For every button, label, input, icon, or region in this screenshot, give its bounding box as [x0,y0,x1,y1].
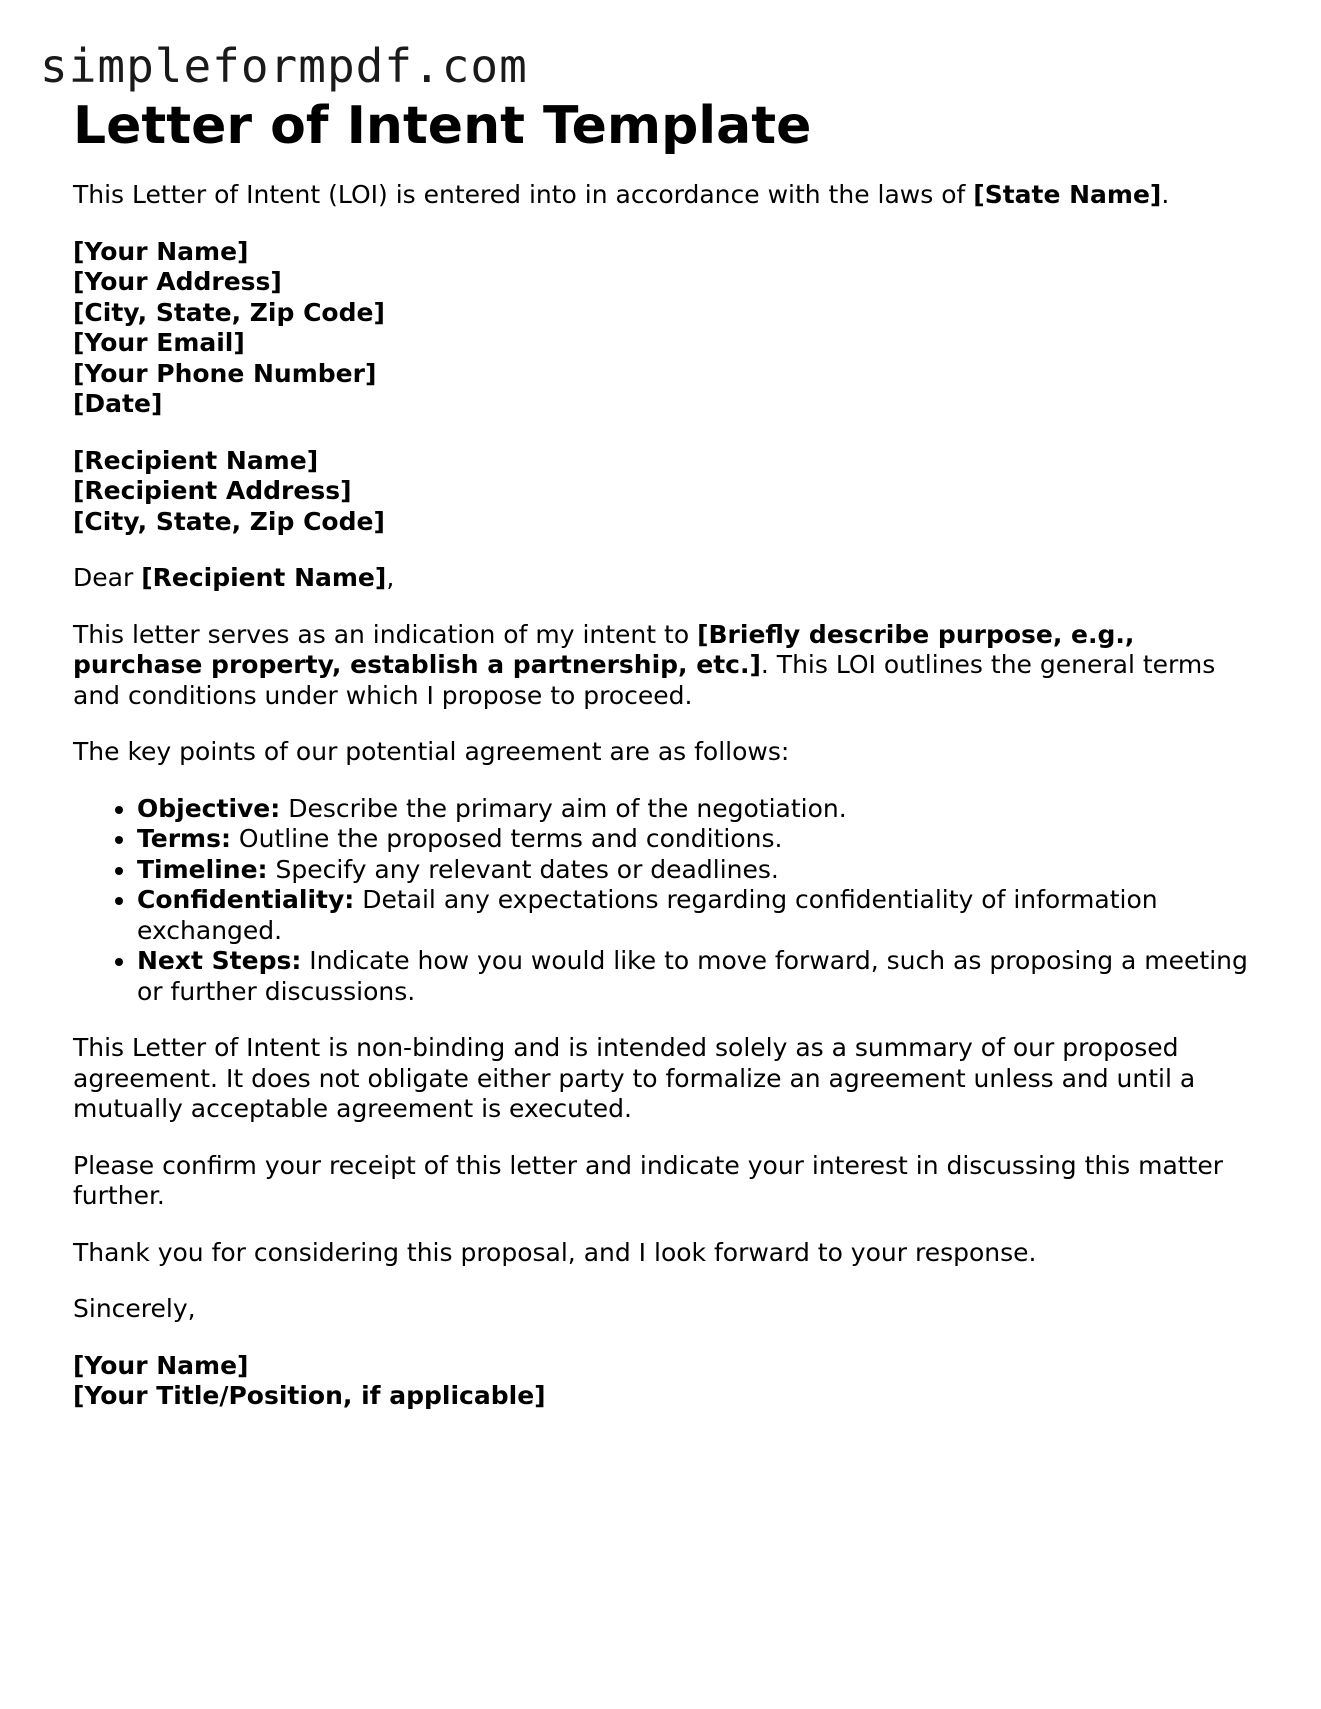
list-item [137,794,1263,825]
watermark: simpleformpdf.com [40,39,528,93]
thanks-paragraph: Thank you for considering this proposal, and I look forward to your response. [73,1237,1037,1267]
recipient-address: [Recipient Address] [73,476,352,505]
sender-address: [Your Address] [73,267,282,296]
list-item [137,855,1263,886]
intro-end: . [1161,180,1170,209]
non-binding-paragraph: This Letter of Intent is non-binding and is intended solely as a summary of our proposed agreement. It does not obligate either party to formalize an agreement unless and until a mutually acceptable agreement is executed. [73,1033,1196,1123]
intro-text: This Letter of Intent (LOI) is entered into in accordance with the laws of [73,180,974,209]
signature-block [73,1351,1263,1412]
page-title: Letter of Intent Template [73,96,812,156]
purpose-text-end: . This LOI outlines the general terms and conditions under which I propose to proceed. [73,650,1216,710]
confirm-paragraph: Please confirm your receipt of this letter and indicate your interest in discussing this matter further. [73,1150,1224,1210]
list-item-label: Timeline: [137,854,268,884]
salutation-name: [Recipient Name] [141,563,387,592]
list-item-label: Terms: [137,824,231,853]
sender-block [73,237,1263,420]
list-item-text: Describe the primary aim of the negotiation. [280,793,847,823]
salutation-prefix: Dear [73,563,142,592]
key-points-intro: The key points of our potential agreement are as follows: [73,737,790,766]
list-item [137,824,1263,855]
list-item-text: Detail any expectations regarding confidentiality of information exchanged. [137,885,1158,945]
recipient-block [73,446,1263,538]
key-points-list [73,794,1263,1008]
sender-email: [Your Email] [73,328,245,357]
sender-phone: [Your Phone Number] [73,358,377,388]
closing: Sincerely, [73,1294,196,1323]
purpose-text-start: This letter serves as an indication of my intent to [73,619,698,649]
document-body [73,92,1263,1412]
list-item-label: Objective: [137,793,281,823]
letter-date: [Date] [73,389,163,418]
list-item-text: Indicate how you would like to move forward, such as proposing a meeting or further discussions. [137,946,1248,1006]
sender-city-state-zip: [City, State, Zip Code] [73,297,385,327]
purpose-placeholder: [Briefly describe purpose, e.g., purchase property, establish a partnership, etc.] [73,619,1135,679]
list-item [137,885,1263,946]
salutation-suffix: , [386,563,395,592]
salutation [73,563,1263,594]
state-name-placeholder: [State Name] [973,180,1162,209]
intro-paragraph [73,180,1263,211]
purpose-paragraph [73,620,1263,712]
list-item-text: Specify any relevant dates or deadlines. [267,854,779,884]
signature-name: [Your Name] [73,1350,249,1380]
recipient-name: [Recipient Name] [73,445,319,475]
sender-name: [Your Name] [73,236,249,266]
list-item-label: Confidentiality: [137,885,355,914]
recipient-city-state-zip: [City, State, Zip Code] [73,506,385,536]
list-item [137,946,1263,1007]
list-item-text: Outline the proposed terms and conditions. [230,824,783,853]
list-item-label: Next Steps: [137,946,302,975]
signature-title: [Your Title/Position, if applicable] [73,1381,546,1410]
